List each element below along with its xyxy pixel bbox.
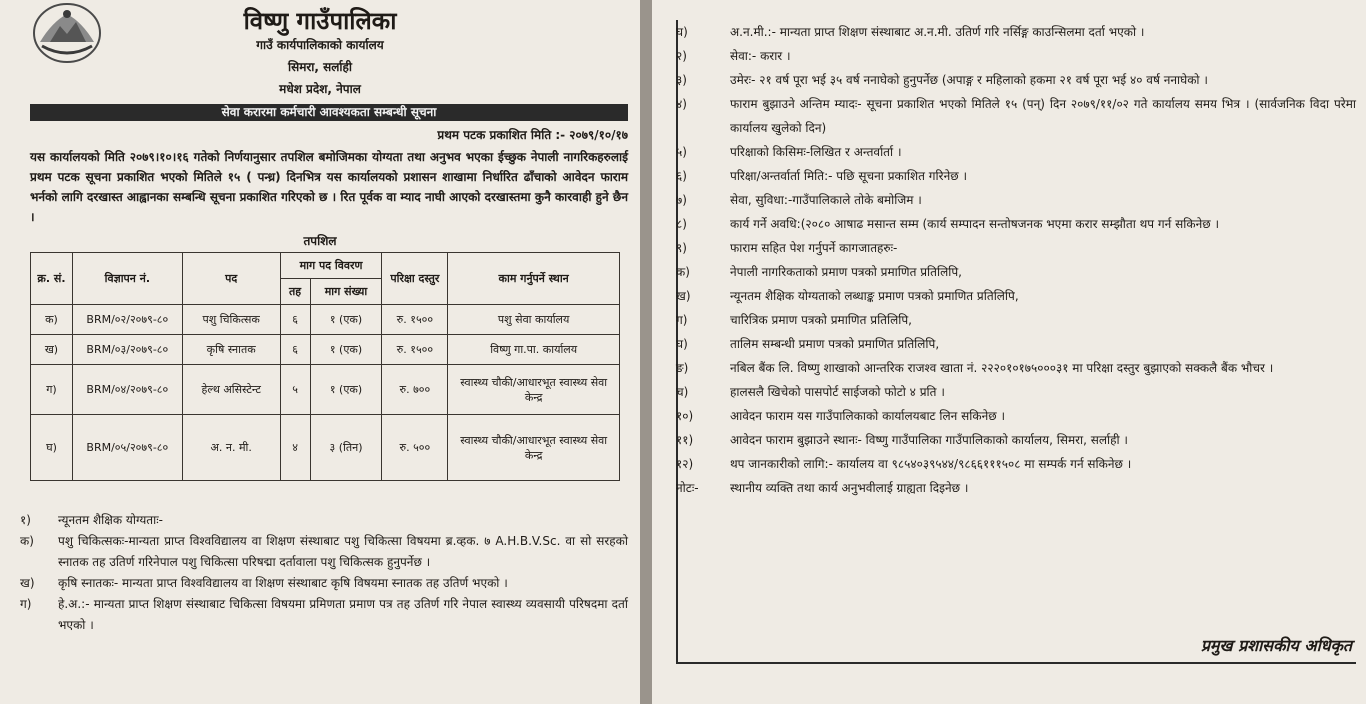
signature-title: प्रमुख प्रशासकीय अधिकृत (1200, 636, 1352, 655)
cell-fee: रु. १५०० (382, 305, 448, 335)
table-row (31, 335, 620, 365)
item-text: हे.अ.:- मान्यता प्राप्त शिक्षण संस्थाबाट चिकित्सा विषयमा प्रमिणता प्रमाण पत्र तह उतिर्ण गरि नेपाल स्वास्थ्य व्यवसायी परिषदमा दर्ता भएको । (58, 597, 628, 632)
col-header-workplace: काम गर्नुपर्ने स्थान (448, 253, 620, 305)
item-marker: ८) (676, 217, 687, 231)
item-text: हालसलै खिचेको पासपोर्ट साईजको फोटो ४ प्रति । (730, 385, 945, 399)
item-marker: ग) (20, 597, 32, 611)
item-text: सेवा:- करार । (730, 49, 791, 63)
list-item (676, 236, 1356, 260)
col-header-sn: क्र. सं. (31, 253, 73, 305)
list-item (676, 140, 1356, 164)
list-item (676, 380, 1356, 404)
cell-sn: क) (31, 305, 73, 335)
item-marker: ६) (676, 169, 687, 183)
item-text: थप जानकारीको लागि:- कार्यालय वा ९८५४०३९५४४/९८६६१११५०८ मा सम्पर्क गर्न सकिनेछ । (730, 457, 1132, 471)
list-item (676, 212, 1356, 236)
item-marker: ४) (676, 97, 687, 111)
office-province: मधेश प्रदेश, नेपाल (279, 82, 361, 96)
list-item (676, 164, 1356, 188)
list-item (20, 573, 628, 594)
cell-count: १ (एक) (310, 335, 382, 365)
note-item (676, 476, 1356, 500)
cell-ad-no: BRM/०५/२०७९-८० (72, 415, 182, 481)
item-marker: ९) (676, 241, 687, 255)
note-text: स्थानीय व्यक्ति तथा कार्य अनुभवीलाई ग्राह्यता दिइनेछ । (730, 481, 969, 495)
item-text: फाराम बुझाउने अन्तिम म्यादः- सूचना प्रकाशित भएको मितिले १५ (पन्) दिन २०७९/११/०२ गते कार्यालय समय भित्र । (सार्वजनिक विदा परेमा कार्यालय खुलेको दिन) (730, 97, 1356, 135)
list-item (676, 44, 1356, 68)
col-header-ad-no: विज्ञापन नं. (72, 253, 182, 305)
item-marker: ङ) (676, 361, 689, 375)
cell-fee: रु. १५०० (382, 335, 448, 365)
table-row (31, 415, 620, 481)
cell-workplace: स्वास्थ्य चौकी/आधारभूत स्वास्थ्य सेवा केन्द्र (448, 415, 620, 481)
list-item (676, 260, 1356, 284)
item-text: नेपाली नागरिकताको प्रमाण पत्रको प्रमाणित प्रतिलिपि, (730, 265, 962, 279)
list-item (676, 20, 1356, 44)
item-text: न्यूनतम शैक्षिक योग्यताको लब्धाङ्क प्रमाण पत्रको प्रमाणित प्रतिलिपि, (730, 289, 1019, 303)
cell-workplace: विष्णु गा.पा. कार्यालय (448, 335, 620, 365)
notice-left-page (0, 0, 640, 704)
list-item (676, 284, 1356, 308)
page-title: विष्णु गाउँपालिका (243, 7, 397, 35)
item-marker: २) (676, 49, 687, 63)
item-text: चारित्रिक प्रमाण पत्रको प्रमाणित प्रतिलिपि, (730, 313, 912, 327)
item-text: परिक्षाको किसिमः-लिखित र अन्तर्वार्ता । (730, 145, 902, 159)
item-marker: घ) (676, 337, 688, 351)
cell-workplace: स्वास्थ्य चौकी/आधारभूत स्वास्थ्य सेवा केन्द्र (448, 365, 620, 415)
list-item (676, 308, 1356, 332)
cell-post: कृषि स्नातक (182, 335, 280, 365)
cell-count: १ (एक) (310, 305, 382, 335)
item-marker: ११) (676, 433, 694, 447)
cell-level: ५ (280, 365, 310, 415)
item-marker: च) (676, 385, 689, 399)
item-marker: ७) (676, 193, 687, 207)
col-header-level: तह (280, 279, 310, 305)
cell-post: हेल्थ असिस्टेन्ट (182, 365, 280, 415)
list-item (676, 356, 1356, 380)
list-item (676, 92, 1356, 140)
col-header-demand: माग पद विवरण (280, 253, 382, 279)
item-text: नबिल बैंक लि. विष्णु शाखाको आन्तरिक राजश्व खाता नं. २२२०१०१७५०००३१ मा परिक्षा दस्तुर बुझाएको सक्कलै बैंक भौचर । (730, 361, 1274, 375)
list-item (676, 428, 1356, 452)
cell-ad-no: BRM/०२/२०७९-८० (72, 305, 182, 335)
list-item (20, 594, 628, 636)
list-item (676, 452, 1356, 476)
item-text: आवेदन फाराम यस गाउँपालिकाको कार्यालयबाट लिन सकिनेछ । (730, 409, 1006, 423)
item-marker: ग) (676, 313, 688, 327)
cell-level: ४ (280, 415, 310, 481)
note-marker: नोटः- (676, 481, 699, 495)
page-gutter (640, 0, 652, 704)
item-text: उमेरः- २१ वर्ष पूरा भई ३५ वर्ष ननाघेको हुनुपर्नेछ (अपाङ्ग र महिलाको हकमा २१ वर्ष पूरा भई ४० वर्ष ननाघेको । (730, 73, 1208, 87)
conditions-list (676, 20, 1356, 500)
qualification-list (20, 510, 628, 636)
item-text: अ.न.मी.:- मान्यता प्राप्त शिक्षण संस्थाबाट अ.न.मी. उतिर्ण गरि नर्सिङ्ग काउन्सिलमा दर्ता भएको । (730, 25, 1145, 39)
item-text: न्यूनतम शैक्षिक योग्यताः- (58, 513, 163, 527)
notice-border-bottom (676, 662, 1356, 664)
cell-ad-no: BRM/०३/२०७९-८० (72, 335, 182, 365)
list-item (20, 531, 628, 573)
col-header-post: पद (182, 253, 280, 305)
office-name: गाउँ कार्यपालिकाको कार्यालय (256, 38, 384, 52)
cell-post: अ. न. मी. (182, 415, 280, 481)
list-item (676, 332, 1356, 356)
list-item (676, 188, 1356, 212)
item-marker: ख) (676, 289, 691, 303)
cell-sn: घ) (31, 415, 73, 481)
item-marker: ३) (676, 73, 687, 87)
cell-ad-no: BRM/०४/२०७९-८० (72, 365, 182, 415)
vacancy-table (30, 252, 620, 481)
cell-count: ३ (तिन) (310, 415, 382, 481)
item-text: परिक्षा/अन्तर्वार्ता मिति:- पछि सूचना प्रकाशित गरिनेछ । (730, 169, 968, 183)
notice-banner: सेवा करारमा कर्मचारी आवश्यकता सम्बन्धी सूचना (30, 104, 628, 121)
cell-sn: ग) (31, 365, 73, 415)
item-marker: क) (676, 265, 690, 279)
published-date: प्रथम पटक प्रकाशित मिति :- २०७९/१०/१७ (437, 128, 628, 142)
item-marker: क) (20, 534, 34, 548)
cell-level: ६ (280, 335, 310, 365)
cell-fee: रु. ५०० (382, 415, 448, 481)
cell-fee: रु. ७०० (382, 365, 448, 415)
table-caption: तपशिल (303, 234, 337, 248)
item-marker: ख) (20, 576, 35, 590)
table-row (31, 305, 620, 335)
intro-paragraph: यस कार्यालयको मिति २०७९।१०।१६ गतेको निर्णयानुसार तपशिल बमोजिमका योग्यता तथा अनुभव भएका ईच्छुक नेपाली नागरिकहरुलाई प्रथम पटक सूचना प्रकाशित भएको मितिले १५ ( पन्ध्र) दिनभित्र यस कार्यालयको प्रशासन शाखामा निर्धारित ढाँचाको आवेदन फाराम भर्नको लागि दरखास्त आह्वानका सम्बन्धि सूचना प्रकाशित गरिएको छ । रित पूर्वक वा म्याद नाघी आएको दरखास्तमा कुनै कारवाही हुने छैन । (30, 150, 628, 224)
list-item (20, 510, 628, 531)
item-marker: १२) (676, 457, 694, 471)
item-text: कृषि स्नातकः- मान्यता प्राप्त विश्वविद्यालय वा शिक्षण संस्थाबाट कृषि विषयमा स्नातक तह उतिर्ण भएको । (58, 576, 508, 590)
office-address: सिमरा, सर्लाही (288, 60, 352, 74)
col-header-fee: परिक्षा दस्तुर (382, 253, 448, 305)
item-marker: घ) (676, 25, 688, 39)
item-text: तालिम सम्बन्धी प्रमाण पत्रको प्रमाणित प्रतिलिपि, (730, 337, 940, 351)
list-item (676, 404, 1356, 428)
item-marker: ५) (676, 145, 687, 159)
item-text: पशु चिकित्सकः-मान्यता प्राप्त विश्वविद्यालय वा शिक्षण संस्थाबाट पशु चिकित्सा विषयमा ब्र.व्हक. ७ A.H.B.V.Sc. वा सो सरहको स्नातक तह उतिर्ण गरिनेपाल पशु चिकित्सा परिषद्मा दर्तावाला पशु चिकित्सक हुनुपर्नेछ । (58, 534, 628, 569)
cell-count: १ (एक) (310, 365, 382, 415)
item-text: फाराम सहित पेश गर्नुपर्ने कागजातहरुः- (730, 241, 898, 255)
col-header-count: माग संख्या (310, 279, 382, 305)
item-marker: १) (20, 513, 31, 527)
cell-sn: ख) (31, 335, 73, 365)
item-marker: १०) (676, 409, 694, 423)
cell-level: ६ (280, 305, 310, 335)
list-item (676, 68, 1356, 92)
item-text: कार्य गर्ने अवधि:(२०८० आषाढ मसान्त सम्म (कार्य सम्पादन सन्तोषजनक भएमा करार सम्झौता थप गर्न सकिनेछ । (730, 217, 1220, 231)
item-text: सेवा, सुविधा:-गाउँपालिकाले तोके बमोजिम । (730, 193, 922, 207)
cell-workplace: पशु सेवा कार्यालय (448, 305, 620, 335)
item-text: आवेदन फाराम बुझाउने स्थानः- विष्णु गाउँपालिका गाउँपालिकाको कार्यालय, सिमरा, सर्लाही । (730, 433, 1128, 447)
cell-post: पशु चिकित्सक (182, 305, 280, 335)
table-row (31, 365, 620, 415)
